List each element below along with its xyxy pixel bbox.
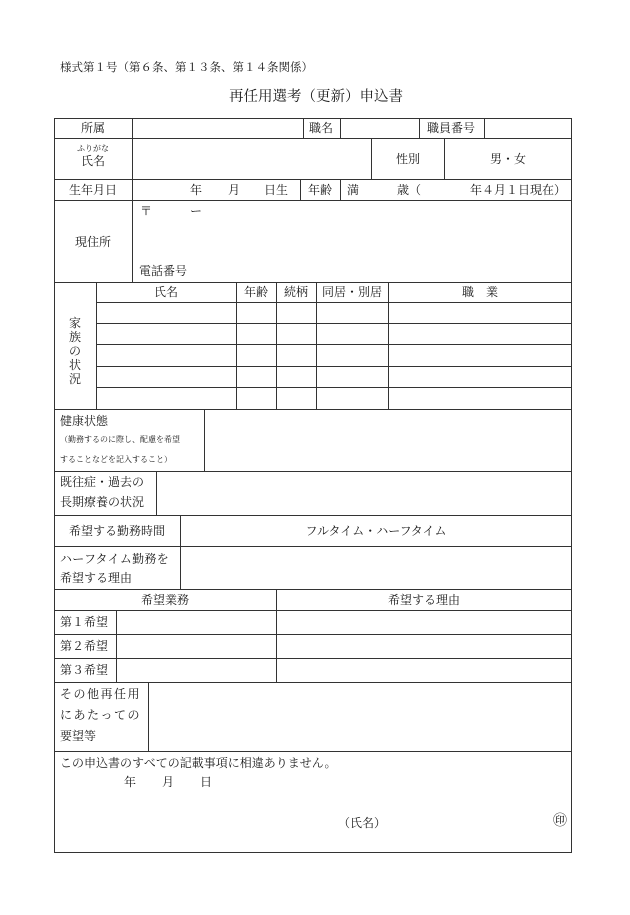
choice-3-duty-field[interactable] xyxy=(118,660,275,681)
as-of-date: 年４月１日現在） xyxy=(470,183,567,197)
address-label: 現住所 xyxy=(74,235,112,249)
gender-options[interactable]: 男・女 xyxy=(489,152,527,166)
postal-dash: ー xyxy=(190,204,203,218)
declaration-day-unit: 日 xyxy=(200,775,213,789)
birth-day-unit: 日生 xyxy=(264,183,289,197)
family-col-relation: 続柄 xyxy=(283,285,309,299)
affiliation-label: 所属 xyxy=(80,121,106,135)
declaration-month-unit: 月 xyxy=(162,775,175,789)
medical-history-line2: 長期療養の状況 xyxy=(60,495,145,509)
medical-history-line1: 既往症・過去の xyxy=(60,475,145,489)
position-label: 職名 xyxy=(308,121,334,135)
requests-line3: 要望等 xyxy=(60,729,97,743)
birth-month-unit: 月 xyxy=(228,183,241,197)
age-label: 年齢 xyxy=(307,183,333,197)
full-age-prefix: 満 xyxy=(347,183,360,197)
name-field[interactable] xyxy=(134,140,370,178)
declaration-year-unit: 年 xyxy=(124,775,137,789)
health-note-line1: （勤務するのに際し、配慮を希望 xyxy=(60,435,180,444)
choice-1-label: 第１希望 xyxy=(60,615,109,629)
choice-3-label: 第３希望 xyxy=(60,663,109,677)
form-title: 再任用選考（更新）申込書 xyxy=(229,89,403,105)
duty-header: 希望業務 xyxy=(140,593,190,607)
furigana-label: ふりがな xyxy=(77,144,109,153)
choice-1-reason-field[interactable] xyxy=(278,612,570,633)
signature-name-label: （氏名） xyxy=(338,816,387,830)
half-time-reason-line1: ハーフタイム勤務を xyxy=(60,552,170,566)
birth-year-unit: 年 xyxy=(190,183,203,197)
health-note-line2: することなどを記入すること） xyxy=(60,455,172,464)
health-label: 健康状態 xyxy=(60,414,109,428)
declaration-statement: この申込書のすべての記載事項に相違ありません。 xyxy=(60,756,337,770)
health-field[interactable] xyxy=(206,411,570,469)
signature-field[interactable] xyxy=(385,812,545,834)
address-field[interactable] xyxy=(134,222,570,260)
phone-label: 電話番号 xyxy=(139,264,188,278)
medical-history-field[interactable] xyxy=(158,473,570,513)
form-number: 様式第１号（第６条、第１３条、第１４条関係） xyxy=(60,60,313,74)
age-unit: 歳（ xyxy=(397,183,422,197)
choice-2-duty-field[interactable] xyxy=(118,636,275,657)
family-col-occupation: 職 業 xyxy=(461,285,499,299)
choice-3-reason-field[interactable] xyxy=(278,660,570,681)
family-col-name: 氏名 xyxy=(153,285,179,299)
requests-line1: その他再任用 xyxy=(60,687,142,701)
half-time-reason-line2: 希望する理由 xyxy=(60,571,133,585)
reason-header: 希望する理由 xyxy=(387,593,461,607)
affiliation-field[interactable] xyxy=(134,120,302,137)
seal-mark: ㊞ xyxy=(553,813,567,829)
requests-field[interactable] xyxy=(150,684,570,749)
family-col-residence: 同居・別居 xyxy=(321,285,383,299)
position-field[interactable] xyxy=(342,120,418,137)
choice-1-duty-field[interactable] xyxy=(118,612,275,633)
requests-line2: にあたっての xyxy=(60,708,142,722)
work-time-options[interactable]: フルタイム・ハーフタイム xyxy=(305,524,447,538)
family-col-age: 年齢 xyxy=(243,285,269,299)
postal-mark: 〒 xyxy=(140,204,153,218)
gender-label: 性別 xyxy=(395,152,421,166)
work-time-label: 希望する勤務時間 xyxy=(68,524,166,538)
name-label: 氏名 xyxy=(80,154,106,168)
choice-2-label: 第２希望 xyxy=(60,639,109,653)
employee-number-field[interactable] xyxy=(486,120,570,137)
choice-2-reason-field[interactable] xyxy=(278,636,570,657)
half-time-reason-field[interactable] xyxy=(182,548,570,588)
employee-number-label: 職員番号 xyxy=(426,121,476,135)
birthdate-label: 生年月日 xyxy=(68,183,118,197)
